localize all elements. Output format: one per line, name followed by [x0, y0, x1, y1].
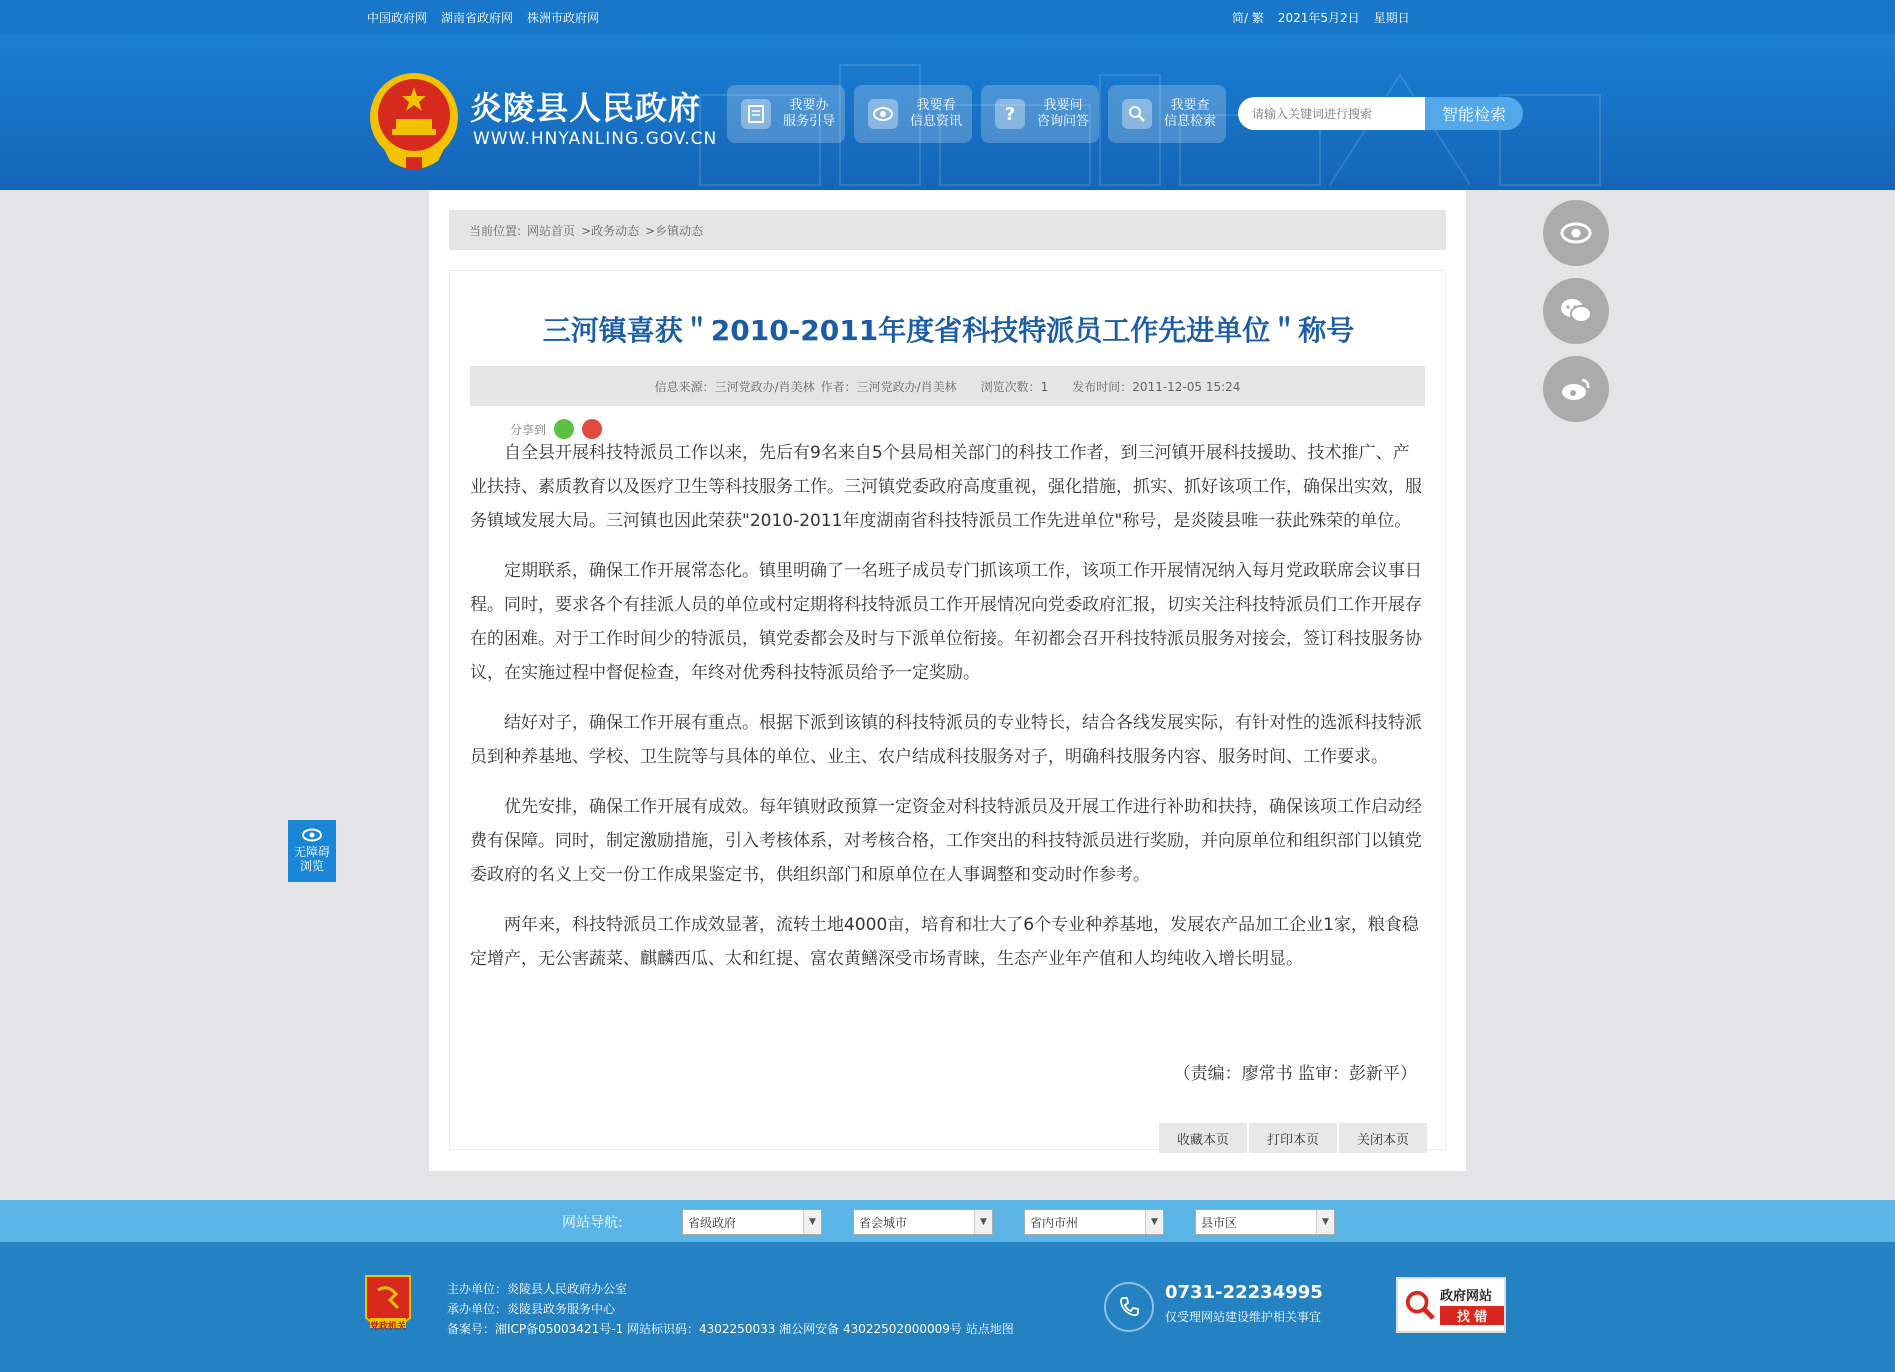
service-guide-button[interactable] — [727, 85, 845, 143]
top-bar — [0, 0, 1895, 35]
link-china-gov[interactable]: 中国政府网 — [367, 11, 428, 25]
info-news-button[interactable] — [854, 85, 972, 143]
chevron-down-icon: ▼ — [1316, 1210, 1334, 1234]
button-line2: 信息检索 — [1164, 114, 1217, 129]
eye-icon — [302, 828, 322, 842]
weekday-text: 星期日 — [1373, 11, 1410, 25]
party-badge-label: 党政机关 — [369, 1322, 406, 1332]
chevron-down-icon: ▼ — [974, 1210, 992, 1234]
accessibility-button[interactable] — [288, 820, 336, 882]
select-city[interactable] — [1024, 1209, 1164, 1235]
search-icon — [1122, 99, 1152, 129]
breadcrumb-news[interactable]: >政务动态 — [581, 223, 640, 238]
breadcrumb-township[interactable]: >乡镇动态 — [645, 223, 704, 238]
wechat-icon — [1559, 297, 1593, 325]
article-title: 三河镇喜获＂2010-2011年度省科技特派员工作先进单位＂称号 — [542, 314, 1355, 347]
paragraph: 两年来，科技特派员工作成效显著，流转土地4000亩，培育和壮大了6个专业种养基地，发展农产品加工企业1家，粮食稳定增产，无公害蔬菜、麒麟西瓜、太和红提、富农黄鳝深受市场青睐，生态产业年产值和人均纯收入增长明显。 — [470, 915, 1419, 969]
site-domain: WWW.HNYANLING.GOV.CN — [473, 129, 718, 149]
select-capital[interactable] — [853, 1209, 993, 1235]
article-body — [470, 436, 1425, 992]
select-value: 县市区 — [1201, 1215, 1238, 1230]
consult-qa-button[interactable] — [981, 85, 1099, 143]
bookmark-button[interactable]: 收藏本页 — [1159, 1123, 1247, 1153]
print-button[interactable]: 打印本页 — [1249, 1123, 1337, 1153]
info-search-button[interactable] — [1108, 85, 1226, 143]
phone-icon — [1104, 1282, 1154, 1332]
magnifier-icon — [1404, 1288, 1436, 1322]
badge-line1: 政府网站 — [1440, 1289, 1493, 1304]
close-page-button[interactable]: 关闭本页 — [1339, 1123, 1427, 1153]
button-line1: 我要看 — [916, 98, 956, 113]
button-line2: 服务引导 — [783, 114, 836, 129]
top-right — [1232, 0, 1410, 35]
chevron-down-icon: ▼ — [1145, 1210, 1163, 1234]
button-line1: 我要办 — [789, 98, 829, 113]
footer-info — [447, 1279, 1014, 1339]
meta-author: 作者：三河党政办/肖美林 — [820, 379, 957, 394]
link-hunan-gov[interactable]: 湖南省政府网 — [441, 11, 514, 25]
access-line2: 浏览 — [299, 859, 324, 873]
share-label: 分享到 — [510, 422, 547, 437]
editor-credit: （责编：廖常书 监审：彭新平） — [1173, 1064, 1417, 1084]
meta-views: 浏览次数：1 — [980, 379, 1049, 394]
footer-record[interactable]: 备案号：湘ICP备05003421号-1 网站标识码：4302250033 湘公网安备 43022502000009号 站点地图 — [447, 1322, 1014, 1336]
footer-nav — [0, 1200, 1895, 1242]
contact-phone-note: 仅受理网站建设维护相关事宜 — [1165, 1310, 1322, 1324]
party-organ-badge[interactable] — [362, 1274, 414, 1336]
paragraph: 优先安排，确保工作开展有成效。每年镇财政预算一定资金对科技特派员及开展工作进行补助和扶持，确保该项工作启动经费有保障。同时，制定激励措施，引入考核体系，对考核合格，工作突出的科技特派员进行奖励，并向原单位和组织部门以镇党委政府的名义上交一份工作成果鉴定书，供组织部门和原单位在人事调整和变动时作参考。 — [470, 797, 1422, 885]
breadcrumb — [449, 210, 1446, 250]
access-line1: 无障碍 — [293, 845, 330, 859]
smart-search-button[interactable]: 智能检索 — [1425, 97, 1523, 130]
footer-nav-label: 网站导航: — [562, 1215, 623, 1231]
select-value: 省级政府 — [688, 1215, 737, 1230]
question-icon: ? — [995, 99, 1025, 129]
lang-switch[interactable]: 简/ 繁 — [1232, 11, 1264, 25]
footer-host: 主办单位：炎陵县人民政府办公室 — [447, 1282, 628, 1296]
national-emblem-icon — [366, 69, 462, 173]
button-line1: 我要问 — [1043, 98, 1083, 113]
paragraph: 定期联系，确保工作开展常态化。镇里明确了一名班子成员专门抓该项工作，该项工作开展情况纳入每月党政联席会议事日程。同时，要求各个有挂派人员的单位或村定期将科技特派员工作开展情况向党委政府汇报，切实关注科技特派员们工作开展存在的困难。对于工作时间少的特派员，镇党委都会及时与下派单位衔接。年初都会召开科技特派员服务对接会，签订科技服务协议，在实施过程中督促检查，年终对优秀科技特派员给予一定奖励。 — [470, 561, 1422, 683]
button-line2: 信息资讯 — [910, 114, 963, 129]
top-links — [367, 0, 599, 35]
article-meta — [470, 366, 1425, 406]
page-tools — [1159, 1123, 1427, 1153]
select-value: 省会城市 — [859, 1215, 908, 1230]
link-zhuzhou-gov[interactable]: 株洲市政府网 — [527, 11, 600, 25]
site-footer — [0, 1242, 1895, 1372]
contact-phone: 0731-22234995 — [1165, 1282, 1323, 1303]
report-error-badge[interactable] — [1396, 1277, 1506, 1333]
eye-icon — [868, 99, 898, 129]
site-header — [0, 35, 1895, 190]
badge-line2: 找 错 — [1440, 1306, 1504, 1325]
search-input[interactable] — [1238, 97, 1426, 130]
document-icon — [741, 99, 771, 129]
chevron-down-icon: ▼ — [803, 1210, 821, 1234]
main-content — [429, 190, 1466, 1171]
paragraph: 结好对子，确保工作开展有重点。根据下派到该镇的科技特派员的专业特长，结合各线发展实际，有针对性的选派科技特派员到种养基地、学校、卫生院等与具体的单位、业主、农户结成科技服务对子，明确科技服务内容、服务时间、工作要求。 — [470, 713, 1422, 767]
paragraph: 自全县开展科技特派员工作以来，先后有9名来自5个县局相关部门的科技工作者，到三河镇开展科技援助、技术推广、产业扶持、素质教育以及医疗卫生等科技服务工作。三河镇党委政府高度重视，强化措施，抓实、抓好该项工作，确保出实效，服务镇域发展大局。三河镇也因此荣获"2010-2011年度湖南省科技特派员工作先进单位"称号，是炎陵县唯一获此殊荣的单位。 — [470, 443, 1422, 531]
date-text: 2021年5月2日 — [1277, 11, 1360, 25]
button-line2: 咨询问答 — [1037, 114, 1090, 129]
float-weibo-button[interactable] — [1543, 356, 1609, 422]
breadcrumb-label: 当前位置: — [469, 223, 522, 238]
button-line1: 我要查 — [1170, 98, 1210, 113]
eye-icon — [1560, 222, 1592, 244]
select-county[interactable] — [1195, 1209, 1335, 1235]
meta-time: 发布时间：2011-12-05 15:24 — [1072, 379, 1241, 394]
article — [449, 270, 1446, 1150]
site-title: 炎陵县人民政府 — [470, 89, 702, 127]
select-provincial[interactable] — [682, 1209, 822, 1235]
select-value: 省内市州 — [1030, 1215, 1079, 1230]
float-eye-button[interactable] — [1543, 200, 1609, 266]
weibo-icon — [1560, 376, 1592, 402]
meta-source: 信息来源：三河党政办/肖美林 — [654, 379, 815, 394]
footer-organizer: 承办单位：炎陵县政务服务中心 — [447, 1302, 616, 1316]
breadcrumb-home[interactable]: 网站首页 — [527, 223, 576, 238]
float-wechat-button[interactable] — [1543, 278, 1609, 344]
